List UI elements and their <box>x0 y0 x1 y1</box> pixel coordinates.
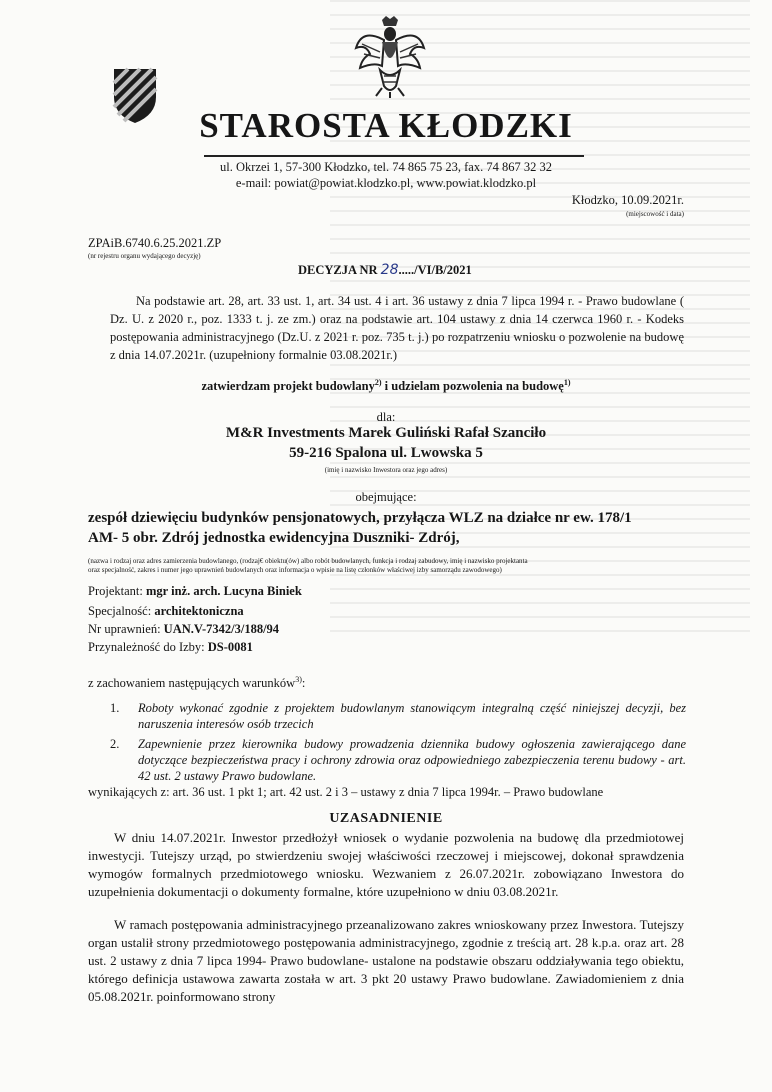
approval-statement <box>0 378 772 394</box>
conditions-legal-basis: wynikających z: art. 36 ust. 1 pkt 1; art. 42 ust. 2 i 3 – ustawy z dnia 7 lipca 1994r. – Prawo budowlane <box>88 785 604 799</box>
investor-name: M&R Investments Marek Guliński Rafał Szanciło <box>225 425 547 441</box>
conditions-intro-colon: : <box>301 676 306 691</box>
specialty-row <box>88 604 244 619</box>
header-divider <box>204 155 584 157</box>
condition-text: Zapewnienie przez kierownika budowy prowadzenia dziennika budowy ogłoszenia zawierającego dane dotyczące bezpieczeństwa pracy i ochrony zdrowia oraz odpowiedniego zabezpieczenia terenu budowy - art. 42 ust. 2 ustawy Prawo budowlane. <box>138 737 686 783</box>
conditions-footnote: 3) <box>295 675 302 684</box>
approval-text-a: zatwierdzam projekt budowlany <box>201 379 375 394</box>
justification-paragraph-1: W dniu 14.07.2021r. Inwestor przedłożył wniosek o wydanie pozwolenia na budowę dla przedmiotowej inwestycji. Tutejszy urząd, po stwierdzeniu swojej właściwości rzeczowej i miejscowej, dokonał sprawdzenia wymogów formalnych przedmiotowego wniosku. Wezwaniem z 26.07.2021r. zobowiązano Inwestora do uzupełnienia dokumentacji o dokumenty formalne, które uzupełniono w dniu 03.08.2021r. <box>88 830 684 899</box>
condition-number: 1. <box>110 701 120 715</box>
approval-footnote-b: 1) <box>563 378 571 387</box>
approval-footnote-a: 2) <box>374 378 382 387</box>
investor-address: 59-216 Spalona ul. Lwowska 5 <box>289 445 483 461</box>
specialty-label: Specjalność: <box>88 604 155 618</box>
scope-description-line1: zespół dziewięciu budynków pensjonatowych, przyłącza WLZ na działce nr ew. 178/1 <box>88 510 632 526</box>
license-label: Nr uprawnień: <box>88 622 164 636</box>
approval-text-b: i udzielam pozwolenia na budowę <box>381 379 564 394</box>
polish-eagle-emblem-icon <box>352 14 428 100</box>
decision-prefix: DECYZJA NR <box>298 263 378 277</box>
designer-row <box>88 584 302 599</box>
conditions-intro-text: z zachowaniem następujących warunków <box>88 676 296 691</box>
decision-suffix: ...../VI/B/2021 <box>398 263 472 277</box>
conditions-intro <box>88 675 305 691</box>
address-line: ul. Okrzei 1, 57-300 Kłodzko, tel. 74 865 75 23, fax. 74 867 32 32 <box>220 160 552 174</box>
scope-label: obejmujące: <box>355 490 417 504</box>
office-title: STAROSTA KŁODZKI <box>199 106 573 145</box>
scope-caption-line1: (nazwa i rodzaj oraz adres zamierzenia budowlanego, (rodzaj€ obiektu(ów) albo robót budowlanych, funkcja i rodzaj zabudowy, imię i nazwisko projektanta <box>88 557 528 565</box>
registry-number: ZPAiB.6740.6.25.2021.ZP <box>88 236 222 250</box>
specialty-value: architektoniczna <box>154 604 244 618</box>
investor-caption: (imię i nazwisko Inwestora oraz jego adres) <box>324 466 448 474</box>
scope-caption-line2: oraz specjalność, zakres i numer jego uprawnień budowlanych oraz informacja o wpisie na listę członków właściwej izby samorządu zawodowego) <box>88 566 502 574</box>
license-row <box>88 622 279 637</box>
chamber-label: Przynależność do Izby: <box>88 640 208 654</box>
condition-number: 2. <box>110 737 120 751</box>
place-date-caption: (miejscowość i data) <box>626 210 684 218</box>
designer-name: mgr inż. arch. Lucyna Biniek <box>145 584 302 598</box>
for-label: dla: <box>376 410 396 424</box>
designer-label: Projektant: <box>88 584 146 598</box>
chamber-row <box>88 640 253 655</box>
condition-item <box>110 700 690 732</box>
handwritten-decision-number: 28 <box>380 262 399 278</box>
justification-paragraph-2: W ramach postępowania administracyjnego przeanalizowano zakres wnioskowany przez Inwestora. Tutejszy organ ustalił strony przedmiotowego postępowania administracyjnego, zgodnie z treścią art. 28 k.p.a. oraz art. 28 ust. 2 ustawy z dnia 7 lipca 1994- Prawo budowlane- ustalone na podstawie obszaru oddziaływania tego obiektu, którego definicja ustawowa zawarta została w art. 3 pkt 20 ustawy Prawo budowlane. Zawiadomieniem z dnia 05.08.2021r. poinformowano strony <box>88 917 684 1004</box>
legal-basis-paragraph: Na podstawie art. 28, art. 33 ust. 1, art. 34 ust. 4 i art. 36 ustawy z dnia 7 lipca 1994 r. - Prawo budowlane ( Dz. U. z 2020 r., poz. 1333 t. j. ze zm.) oraz na podstawie art. 104 ustawy z dnia 14 czerwca 1960 r. - Kodeks postępowania administracyjnego (Dz.U. z 2021 r. poz. 735 t. j.) po rozpatrzeniu wniosku o pozwolenie na budowę z dnia 14.07.2021r. (uzupełniony formalnie 03.08.2021r.) <box>110 294 684 362</box>
condition-text: Roboty wykonać zgodnie z projektem budowlanym stanowiącym integralną część niniejszej decyzji, bez naruszenia interesów osób trzecich <box>138 701 686 731</box>
scope-description-line2: AM- 5 obr. Zdrój jednostka ewidencyjna Duszniki- Zdrój, <box>88 530 460 546</box>
registry-caption: (nr rejestru organu wydającego decyzję) <box>88 252 201 260</box>
decision-number <box>298 262 472 278</box>
license-value: UAN.V-7342/3/188/94 <box>163 622 280 636</box>
chamber-value: DS-0081 <box>207 640 253 654</box>
place-and-date: Kłodzko, 10.09.2021r. <box>571 193 684 207</box>
condition-item <box>110 736 690 784</box>
contact-line: e-mail: powiat@powiat.klodzko.pl, www.powiat.klodzko.pl <box>235 176 537 190</box>
justification-heading: UZASADNIENIE <box>329 811 443 826</box>
